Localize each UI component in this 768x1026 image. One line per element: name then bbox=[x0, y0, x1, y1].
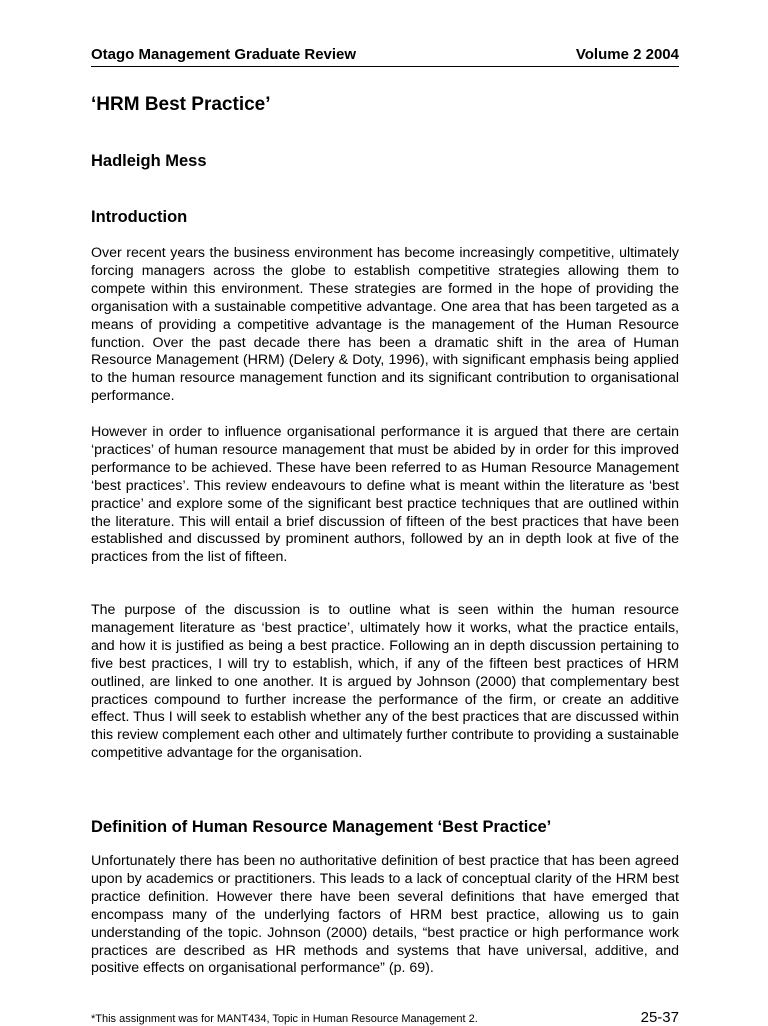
header-rule bbox=[91, 66, 679, 67]
page-number: 25-37 bbox=[640, 1009, 679, 1026]
paragraph: Over recent years the business environment has become increasingly competitive, ultimately forcing managers across the globe to establish competitive strategies allowing them to compete within this environment. These strategies are formed in the hope of providing the organisation with a sustainable competitive advantage. One area that has been targeted as a means of providing a competitive advantage is the management of the Human Resource function. Over the past decade there has been a dramatic shift in the area of Human Resource Management (HRM) (Delery & Doty, 1996), with significant emphasis being applied to the human resource management function and its significant contribution to organisational performance. bbox=[91, 245, 679, 405]
footnote: *This assignment was for MANT434, Topic in Human Resource Management 2. bbox=[91, 1013, 478, 1025]
author-name: Hadleigh Mess bbox=[91, 152, 207, 170]
section-heading-introduction: Introduction bbox=[91, 208, 188, 226]
article-title: ‘HRM Best Practice’ bbox=[91, 94, 271, 115]
paragraph: Unfortunately there has been no authoritative definition of best practice that has been agreed upon by academics or practitioners. This leads to a lack of conceptual clarity of the HRM best practice definition. However there have been several definitions that have emerged that encompass many of the underlying factors of HRM best practice, allowing us to gain understanding of the topic. Johnson (2000) details, “best practice or high performance work practices are described as HR methods and systems that have universal, additive, and positive effects on organisational performance” (p. 69). bbox=[91, 853, 679, 977]
section-heading-definition: Definition of Human Resource Management ‘Best Practice’ bbox=[91, 818, 552, 836]
volume-info: Volume 2 2004 bbox=[575, 46, 679, 63]
running-header bbox=[91, 46, 679, 64]
journal-name: Otago Management Graduate Review bbox=[91, 46, 357, 63]
paragraph: The purpose of the discussion is to outline what is seen within the human resource management literature as ‘best practice’, ultimately how it works, what the practice entails, and how it is justified as being a best practice. Following an in depth discussion pertaining to five best practices, I will try to establish, which, if any of the fifteen best practices of HRM outlined, are linked to one another. It is argued by Johnson (2000) that complementary best practices compound to further increase the performance of the firm, or create an additive effect. Thus I will seek to establish whether any of the best practices that are discussed within this review complement each other and ultimately further contribute to providing a sustainable competitive advantage for the organisation. bbox=[91, 602, 679, 762]
paragraph: However in order to influence organisational performance it is argued that there are certain ‘practices’ of human resource management that must be abided by in order for this improved performance to be achieved. These have been referred to as Human Resource Management ‘best practices’. This review endeavours to define what is meant within the literature as ‘best practice’ and explore some of the significant best practice techniques that are outlined within the literature. This will entail a brief discussion of fifteen of the best practices that have been established and discussed by prominent authors, followed by an in depth look at five of the practices from the list of fifteen. bbox=[91, 424, 679, 566]
